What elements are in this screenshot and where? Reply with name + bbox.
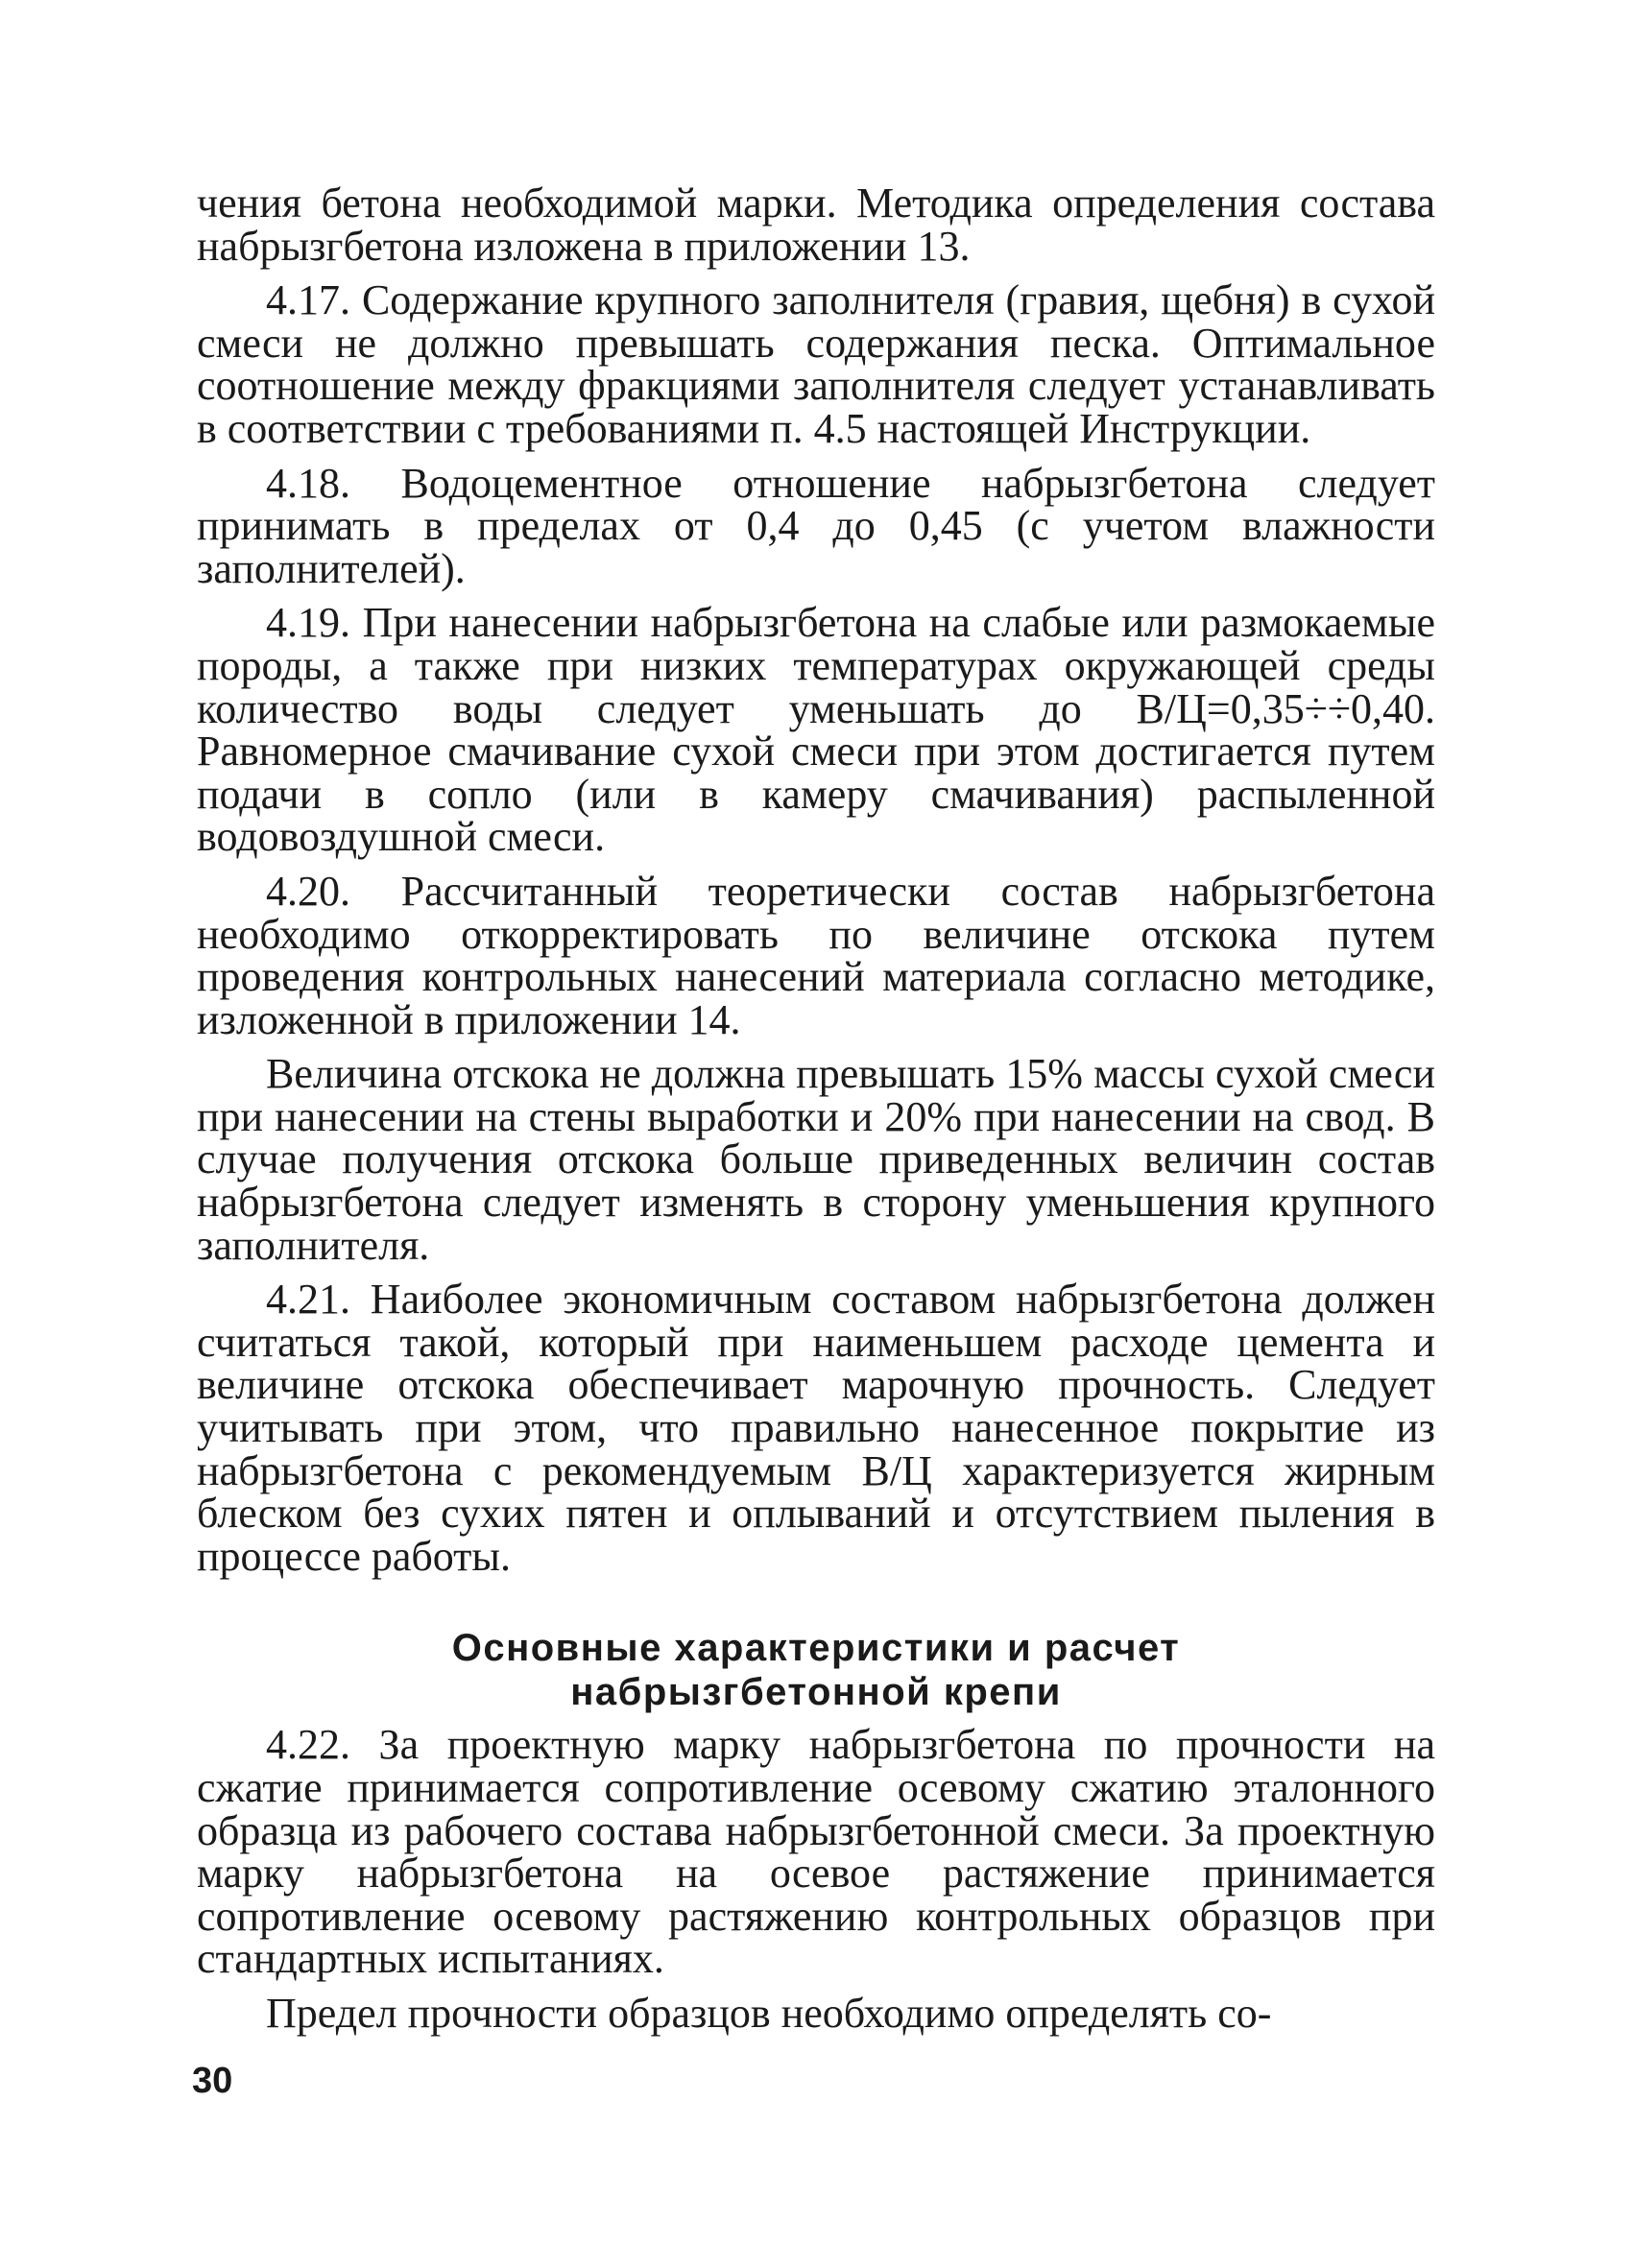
section-heading-line-2: набрызгбетонной крепи	[570, 1671, 1062, 1714]
paragraph-4-19: 4.19. При нанесении набрызгбетона на слабые или размокаемые породы, а также при низких температурах окружающей среды количество воды следует уменьшать до В/Ц=0,35÷÷0,40. Равномерное смачивание сухой смеси при этом достигается путем подачи в сопло (или в камеру смачивания) распыленной водовоздушной смеси.	[197, 599, 1435, 861]
paragraph-strength-limit: Предел прочности образцов необходимо определять со-	[266, 1989, 1272, 2037]
paragraph-4-21: 4.21. Наиболее экономичным составом набрызгбетона должен считаться такой, который при наименьшем расходе цемента и величине отскока обеспечивает марочную прочность. Следует учитывать при этом, что правильно нанесенное покрытие из набрызгбетона с рекомендуемым В/Ц характеризуется жирным блеском без сухих пятен и оплываний и отсутствием пыления в процессе работы.	[197, 1276, 1435, 1580]
page-number: 30	[192, 2061, 233, 2101]
text-body	[197, 179, 1435, 2047]
paragraph-4-22: 4.22. За проектную марку набрызгбетона по прочности на сжатие принимается сопротивление осевому сжатию эталонного образца из рабочего состава набрызгбетонной смеси. За проектную марку набрызгбетона на осевое растяжение принимается сопротивление осевому растяжению контрольных образцов при стандартных испытаниях.	[197, 1721, 1435, 1983]
section-heading-line-1: Основные характеристики и расчет	[451, 1627, 1181, 1670]
paragraph-4-20: 4.20. Рассчитанный теоретически состав набрызгбетона необходимо откорректировать по величине отскока путем проведения контрольных нанесений материала согласно методике, изложенной в приложении 14.	[197, 867, 1435, 1043]
paragraph-rebound-limits: Величина отскока не должна превышать 15% массы сухой смеси при нанесении на стены выработки и 20% при нанесении на свод. В случае получения отскока больше приведенных величин состав набрызгбетона следует изменять в сторону уменьшения крупного заполнителя.	[197, 1050, 1435, 1269]
paragraph-4-18: 4.18. Водоцементное отношение набрызгбетона следует принимать в пределах от 0,4 до 0,45 (с учетом влажности заполнителей).	[197, 459, 1435, 592]
section-heading	[197, 1626, 1435, 1714]
paragraph-4-17: 4.17. Содержание крупного заполнителя (гравия, щебня) в сухой смеси не должно превышать содержания песка. Оптимальное соотношение между фракциями заполнителя следует устанавливать в соответствии с требованиями п. 4.5 настоящей Инструкции.	[197, 276, 1435, 452]
paragraph-continuation: чения бетона необходимой марки. Методика определения состава набрызгбетона изложена в приложении 13.	[197, 179, 1435, 270]
